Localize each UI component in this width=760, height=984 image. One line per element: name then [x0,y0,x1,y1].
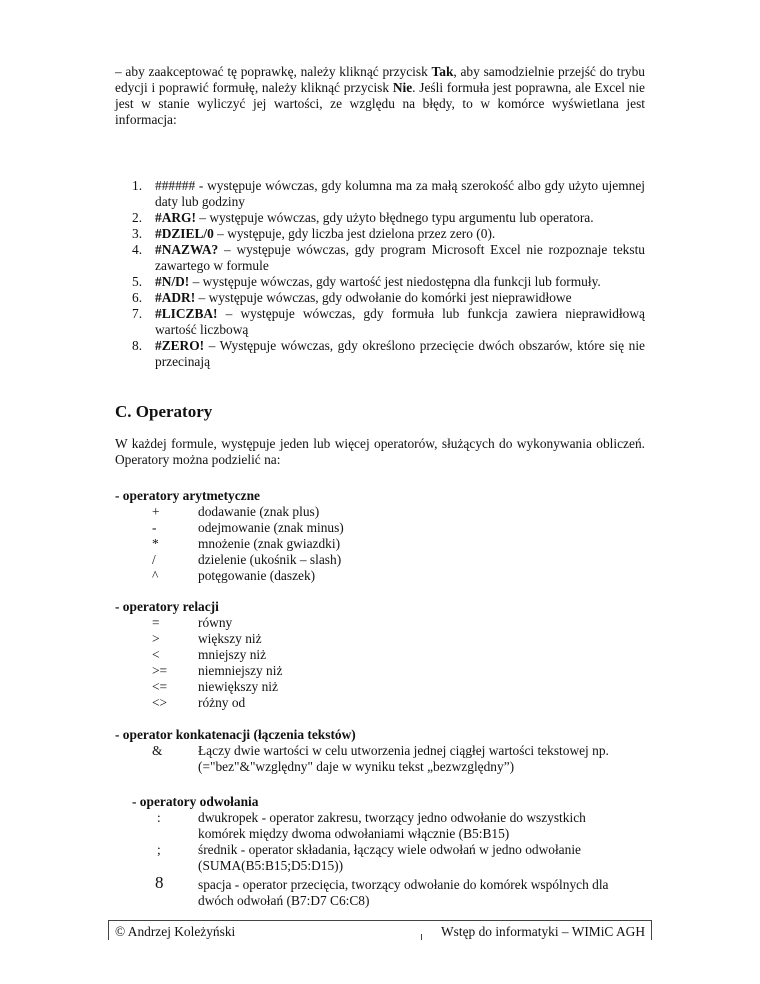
document-page [115,64,646,908]
operator-row: ; średnik - operator składania, łączący wiele odwołań w jedno odwołanie (SUMA(B5:B15;D5:D15)) [157,842,581,873]
list-item: 1. ###### - występuje wówczas, gdy kolumna ma za małą szerokość albo gdy użyto ujemnej daty lub godziny [132,178,645,209]
reference-operators [115,794,675,909]
concat-operator [115,727,675,775]
intro-paragraph [115,64,645,128]
operator-row: / dzielenie (ukośnik – slash) [152,552,342,567]
operator-row: > większy niż [152,631,262,646]
footer-author: © Andrzej Koleżyński [115,924,236,939]
operator-row: <> różny od [152,695,246,710]
operator-row: + dodawanie (znak plus) [152,504,320,519]
list-item: 7. #LICZBA! – występuje wówczas, gdy formuła lub funkcja zawiera nieprawidłową wartość liczbową [132,306,645,337]
group-title: - operatory relacji [115,599,219,614]
page-footer [108,920,652,940]
list-item: 6. #ADR! – występuje wówczas, gdy odwołanie do komórki jest nieprawidłowe [132,290,572,305]
operator-row: < mniejszy niż [152,647,267,662]
operator-row: >= niemniejszy niż [152,663,283,678]
list-item: 4. #NAZWA? – występuje wówczas, gdy program Microsoft Excel nie rozpoznaje tekstu zawartego w formule [132,242,645,273]
group-title: - operatory odwołania [132,794,259,809]
intro-text-2: , aby samodzielnie przejść do trybu edycji i poprawić formułę, należy kliknąć przycisk [115,64,645,95]
intro-tak: Tak [431,64,454,79]
list-item: 3. #DZIEL/0 – występuje, gdy liczba jest dzielona przez zero (0). [132,226,496,241]
operator-row: = równy [152,615,233,630]
operators-intro: W każdej formule, występuje jeden lub więcej operatorów, służących do wykonywania obliczeń. Operatory można podzielić na: [115,436,645,467]
list-item: 8. #ZERO! – Występuje wówczas, gdy określono przecięcie dwóch obszarów, które się nie przecinają [132,338,645,369]
operator-row: - odejmowanie (znak minus) [152,520,344,535]
operator-row: ^ potęgowanie (daszek) [152,568,316,583]
operator-row: & Łączy dwie wartości w celu utworzenia jednej ciągłej wartości tekstowej np. (="bez"&"względny" daje w wyniku tekst „bezwzględny”) [152,743,609,774]
arithmetic-operators [115,488,675,584]
intro-nie: Nie [392,80,413,95]
intro-text-1: – aby zaakceptować tę poprawkę, należy kliknąć przycisk [115,64,432,79]
footer-divider [421,934,422,940]
group-title: - operator konkatenacji (łączenia tekstów) [115,727,356,742]
operator-row: : dwukropek - operator zakresu, tworzący jedno odwołanie do wszystkich komórek między dwoma odwołaniami włącznie (B5:B15) [157,810,586,841]
operator-row: <= niewiększy niż [152,679,278,694]
section-heading: C. Operatory [115,402,213,421]
operator-row: 8 spacja - operator przecięcia, tworzący odwołanie do komórek wspólnych dla dwóch odwołań (B7:D7 C6:C8) [155,873,609,908]
group-title: - operatory arytmetyczne [115,488,260,503]
error-list [115,178,645,370]
footer-course: Wstęp do informatyki – WIMiC AGH [441,924,645,939]
relation-operators [115,599,675,711]
operator-row: * mnożenie (znak gwiazdki) [152,536,341,551]
list-item: 5. #N/D! – występuje wówczas, gdy wartość jest niedostępna dla funkcji lub formuły. [132,274,601,289]
intro-text-3: . Jeśli formuła jest poprawna, ale Excel nie jest w stanie wyliczyć jej wartości, ze względu na błędy, to w komórce wyświetlana jest informacja: [115,80,646,127]
list-item: 2. #ARG! – występuje wówczas, gdy użyto błędnego typu argumentu lub operatora. [132,210,594,225]
